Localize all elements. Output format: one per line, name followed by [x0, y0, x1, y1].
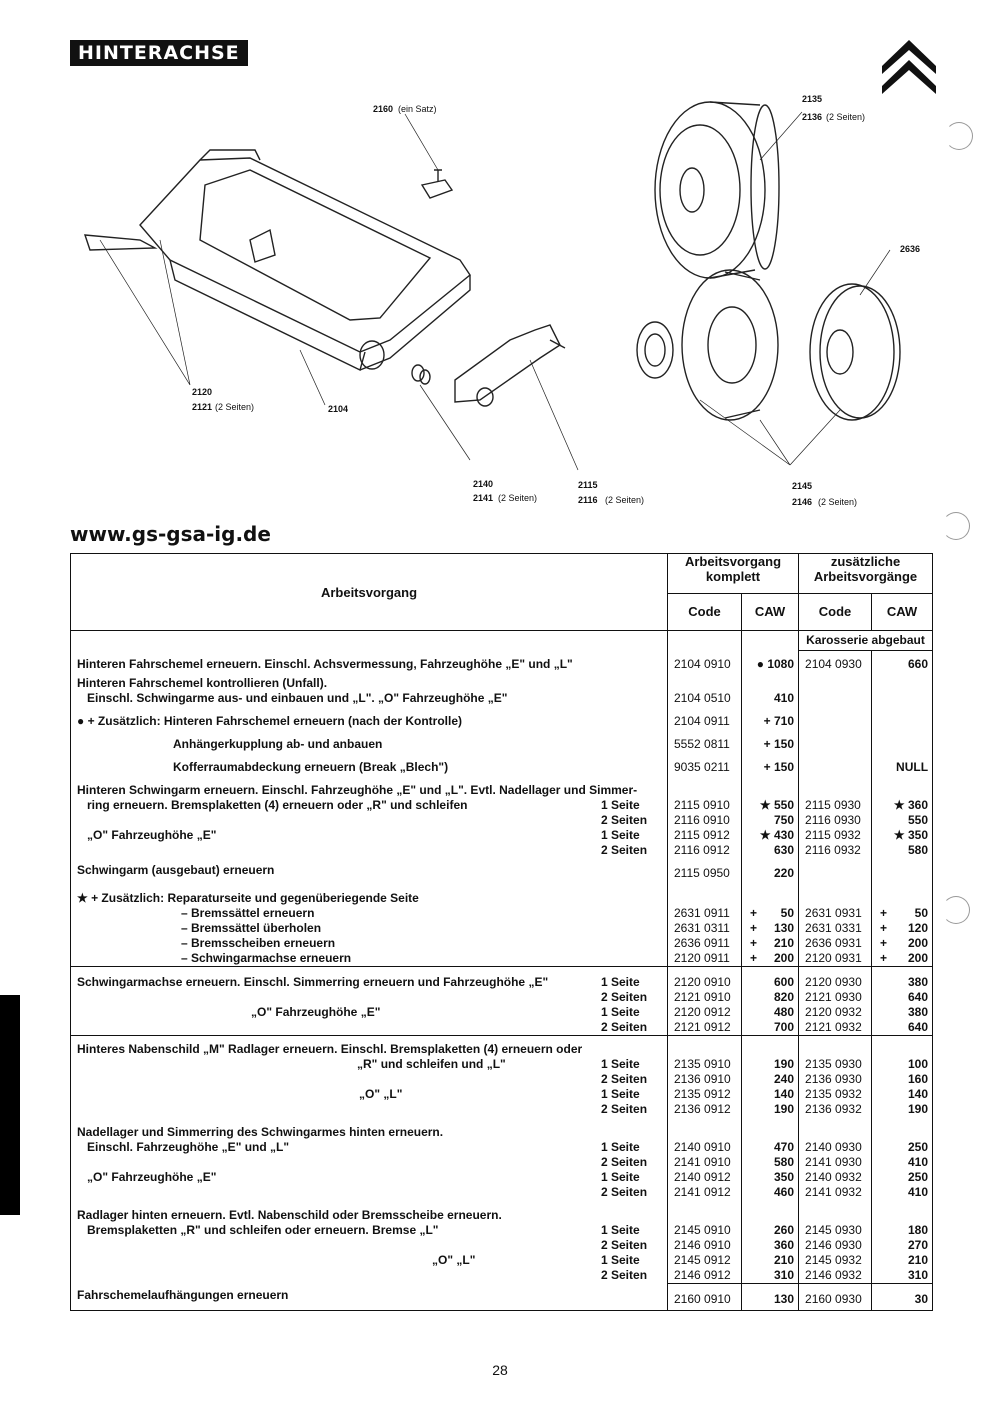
website-url: www.gs-gsa-ig.de — [70, 522, 271, 546]
svg-text:(2 Seiten): (2 Seiten) — [215, 402, 255, 412]
table-row: Hinteren Schwingarm erneuern. Einschl. Fahrzeughöhe „E" und „L". Evtl. Nadellager und Simmer- 1 Seite ring erneuern. Bremsplaketten (4) erneuern oder „R" und schleifen 2 Seiten 1 Seite „O" Fahrzeughöhe „E" 2 Seiten 2115 0910 2116 0910 2115 0912 2116 0912 ★ 550 750 ★ 430 630 2115 0930 2116 0930 2115 0932 2116 0932 ★ 360 550 ★ 350 580 — [71, 775, 933, 858]
header-komplett: Arbeitsvorgang komplett — [668, 554, 799, 594]
drum-2135-drawing — [655, 102, 765, 278]
svg-text:2104: 2104 — [328, 404, 349, 414]
page-number: 28 — [492, 1362, 508, 1378]
svg-text:(2 Seiten): (2 Seiten) — [605, 495, 645, 505]
operations-table — [70, 553, 933, 1311]
table-row: Hinteren Fahrschemel kontrollieren (Unfall). Einschl. Schwingarme aus- und einbauen und „L". „O" Fahrzeughöhe „E" 2104 0510 410 — [71, 672, 933, 706]
svg-text:2636: 2636 — [900, 244, 921, 254]
svg-text:2160: 2160 — [373, 104, 394, 114]
table-row: Radlager hinten erneuern. Evtl. Nabenschild oder Bremsscheibe erneuern. 1 Seite Bremsplaketten „R" und schleifen oder erneuern. Bremse „L" 2 Seiten 1 Seite „O" „L" 2 Seiten 2145 0910 2146 0910 2145 0912 2146 0912 260 360 210 310 2145 0930 2146 0930 2145 0932 2146 0932 180 270 210 310 — [71, 1200, 933, 1284]
header-code-2: Code — [799, 593, 872, 631]
header-code-1: Code — [668, 593, 742, 631]
svg-text:(2 Seiten): (2 Seiten) — [818, 497, 858, 507]
table-row: Fahrschemelaufhängungen erneuern 2160 0910 130 2160 0930 30 — [71, 1284, 933, 1311]
table-row: Anhängerkupplung ab- und anbauen 5552 0811 + 150 — [71, 729, 933, 752]
table-row: ★ + Zusätzlich: Reparaturseite und gegenüberiegende Seite – Bremssättel erneuern – Bremssättel überholen – Bremsscheiben erneuern – Schwingarmachse erneuern 2631 0911 2631 0311 2636 0911 2120 0911 + 50 + 130 + 210 + 200 2631 0931 2631 0331 2636 0931 2120 0931 + 50 + 120 + 200 + 200 — [71, 881, 933, 967]
header-caw-1: CAW — [742, 593, 799, 631]
punch-hole — [945, 122, 973, 150]
svg-text:2121: 2121 — [192, 402, 213, 412]
svg-text:(ein Satz): (ein Satz) — [398, 104, 437, 114]
header-zusaetzlich: zusätzliche Arbeitsvorgänge — [799, 554, 933, 594]
bolt-2160-drawing — [422, 180, 452, 198]
note-karosserie-abgebaut: Karosserie abgebaut — [799, 631, 932, 651]
bearing-drawing — [637, 322, 673, 378]
table-row: Hinteren Fahrschemel erneuern. Einschl. Achsvermessung, Fahrzeughöhe „E" und „L" 2104 0910 ● 1080 2104 0930 660 — [71, 651, 933, 672]
table-row: 1 Seite Schwingarmachse erneuern. Einschl. Simmerring erneuern und Fahrzeughöhe „E" 2 Seiten 1 Seite „O" Fahrzeughöhe „E" 2 Seiten 2120 0910 2121 0910 2120 0912 2121 0912 600 820 480 700 2120 0930 2121 0930 2120 0932 2121 0932 380 640 380 640 — [71, 967, 933, 1036]
table-row: ● + Zusätzlich: Hinteren Fahrschemel erneuern (nach der Kontrolle) 2104 0911 + 710 — [71, 706, 933, 729]
citroen-chevron-logo — [878, 38, 940, 98]
table-row: Hinteres Nabenschild „M" Radlager erneuern. Einschl. Bremsplaketten (4) erneuern oder 1 Seite „R" und schleifen und „L" 2 Seiten 1 Seite „O" „L" 2 Seiten 2135 0910 2136 0910 2135 0912 2136 0912 190 240 140 190 2135 0930 2136 0930 2135 0932 2136 0932 100 160 140 190 — [71, 1036, 933, 1118]
svg-text:2136: 2136 — [802, 112, 823, 122]
svg-text:2146: 2146 — [792, 497, 813, 507]
subframe-drawing — [140, 158, 470, 352]
table-row: Kofferraumabdeckung erneuern (Break „Blech") 9035 0211 + 150 NULL — [71, 752, 933, 775]
svg-text:(2 Seiten): (2 Seiten) — [826, 112, 866, 122]
punch-hole — [942, 512, 970, 540]
header-arbeitsvorgang: Arbeitsvorgang — [71, 554, 668, 631]
disc-2636-drawing — [810, 284, 894, 420]
header-caw-2: CAW — [872, 593, 933, 631]
table-row: Nadellager und Simmerring des Schwingarmes hinten erneuern. 1 Seite Einschl. Fahrzeughöhe „E" und „L" 2 Seiten 1 Seite „O" Fahrzeughöhe „E" 2 Seiten 2140 0910 2141 0910 2140 0912 2141 0912 470 580 350 460 2140 0930 2141 0930 2140 0932 2141 0932 250 410 250 410 — [71, 1117, 933, 1200]
page-title: HINTERACHSE — [70, 40, 248, 66]
table-row: Schwingarm (ausgebaut) erneuern 2115 0950 220 — [71, 858, 933, 881]
punch-hole — [942, 896, 970, 924]
svg-text:2140: 2140 — [473, 479, 494, 489]
side-tab-marker — [0, 995, 20, 1215]
svg-text:2141: 2141 — [473, 493, 494, 503]
swing-arm-drawing — [455, 325, 560, 402]
svg-text:(2 Seiten): (2 Seiten) — [498, 493, 538, 503]
exploded-parts-diagram — [60, 90, 940, 520]
svg-text:2135: 2135 — [802, 94, 823, 104]
svg-text:2116: 2116 — [578, 495, 598, 505]
svg-text:2115: 2115 — [578, 480, 598, 490]
svg-text:2145: 2145 — [792, 481, 813, 491]
svg-text:2120: 2120 — [192, 387, 213, 397]
